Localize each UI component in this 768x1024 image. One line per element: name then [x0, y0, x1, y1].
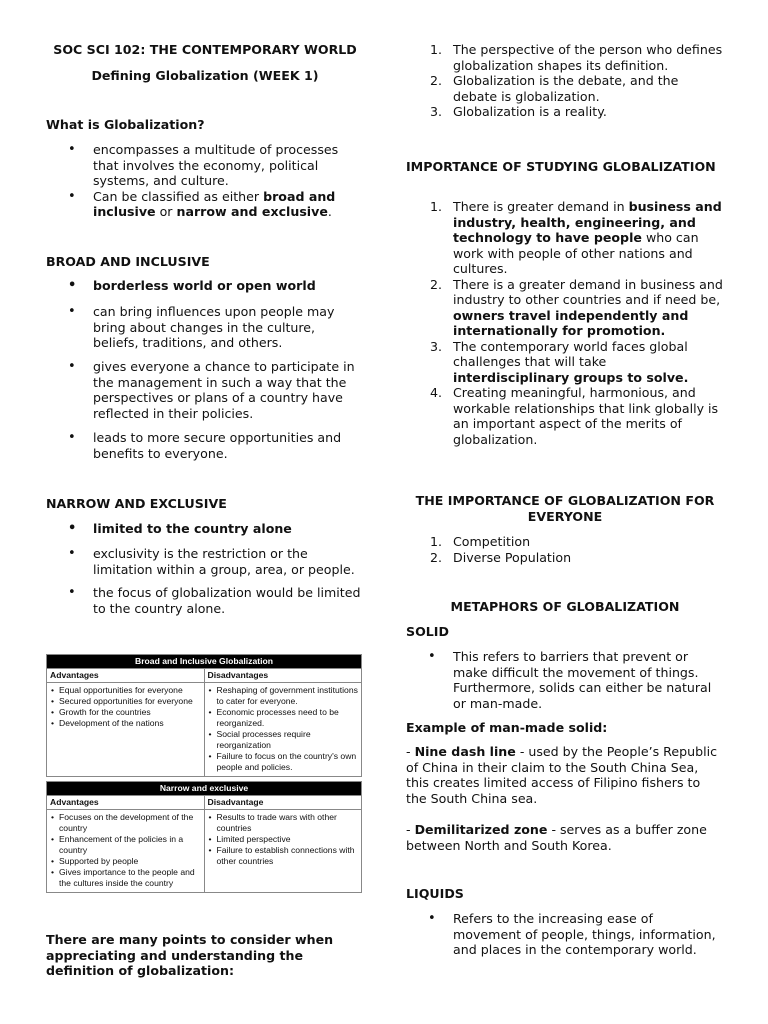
list-item: • exclusivity is the restriction or the limitation within a group, area, or people.: [46, 546, 364, 577]
table-row: [47, 810, 361, 892]
list-item: 1. There is greater demand in business and industry, health, engineering, and technology to have people who can work with people of other nations and cultures.: [430, 199, 722, 276]
list-item: • the focus of globalization would be limited to the country alone.: [46, 585, 364, 616]
table-header: [47, 668, 361, 683]
table-title: Broad and Inclusive Globalization: [47, 655, 361, 668]
list-item: • Failure to establish connections with other countries: [208, 845, 359, 867]
solid-list: [406, 649, 724, 711]
everyone-heading: THE IMPORTANCE OF GLOBALIZATION FOR EVERYONE: [415, 493, 715, 524]
broad-list: [46, 278, 364, 294]
table-title: Narrow and exclusive: [47, 782, 361, 795]
list-item: 2. Globalization is the debate, and the debate is globalization.: [430, 73, 679, 104]
list-item: 1. The perspective of the person who defines globalization shapes its definition.: [430, 42, 723, 73]
closing-paragraph: There are many points to consider when appreciating and understanding the definition of globalization:: [46, 932, 334, 978]
list-item: • Limited perspective: [208, 834, 359, 845]
dmz-paragraph: - Demilitarized zone - serves as a buffer zone between North and South Korea.: [406, 822, 707, 853]
list-item: 2. There is a greater demand in business and industry to other countries and if need be, owners travel independently and internationally for promotion.: [430, 276, 723, 338]
list-item: • Growth for the countries: [50, 707, 201, 718]
table-row: [47, 683, 361, 776]
list-item: • Can be classified as either broad and inclusive or narrow and exclusive.: [46, 189, 364, 220]
list-item: • Refers to the increasing ease of movement of people, things, information, and places in the contemporary world.: [406, 911, 724, 958]
what-list: [46, 142, 364, 220]
nine-dash-paragraph: - Nine dash line - used by the People’s Republic of China in their claim to the South China Sea, this creates limited access of Filipino fishers to the South China sea.: [406, 744, 718, 806]
metaphors-heading: METAPHORS OF GLOBALIZATION: [450, 599, 680, 614]
list-item: • Supported by people: [50, 856, 201, 867]
page-subtitle: Defining Globalization (WEEK 1): [91, 68, 319, 83]
narrow-heading: NARROW AND EXCLUSIVE: [46, 496, 227, 511]
list-item: • can bring influences upon people may bring about changes in the culture, beliefs, traditions, and others.: [46, 304, 364, 351]
example-heading: Example of man-made solid:: [406, 720, 608, 735]
list-item: • encompasses a multitude of processes that involves the economy, political systems, and culture.: [46, 142, 364, 189]
column-header: Disadvantages: [207, 670, 269, 680]
list-item: 4. Creating meaningful, harmonious, and workable relationships that link globally is an important aspect of the merits of globalization.: [430, 385, 719, 447]
list-item: 3. Globalization is a reality.: [430, 104, 607, 119]
list-item: • leads to more secure opportunities and benefits to everyone.: [46, 430, 364, 461]
list-item: • Development of the nations: [50, 718, 201, 729]
importance-list: [406, 199, 724, 447]
course-title: SOC SCI 102: THE CONTEMPORARY WORLD: [53, 42, 357, 57]
list-item: • Economic processes need to be reorganized.: [208, 707, 359, 729]
broad-list: [46, 304, 364, 351]
list-item: • gives everyone a chance to participate in the management in such a way that the perspectives or plans of a country have reflected in their policies.: [46, 359, 364, 421]
list-item: • Focuses on the development of the country: [50, 812, 201, 834]
list-item: • limited to the country alone: [46, 521, 364, 537]
list-item: • Gives importance to the people and the cultures inside the country: [50, 867, 201, 889]
table-cell: [205, 810, 362, 892]
narrow-exclusive-table: [46, 781, 362, 893]
list-item: • Secured opportunities for everyone: [50, 696, 201, 707]
broad-heading: BROAD AND INCLUSIVE: [46, 254, 210, 269]
solid-heading: SOLID: [406, 624, 449, 639]
list-item: • Failure to focus on the country's own people and policies.: [208, 751, 359, 773]
table-cell: [47, 683, 205, 776]
column-header: Advantages: [47, 669, 205, 682]
list-item: • Enhancement of the policies in a country: [50, 834, 201, 856]
importance-heading: IMPORTANCE OF STUDYING GLOBALIZATION: [406, 159, 716, 174]
broad-list: [46, 430, 364, 461]
table-header: [47, 795, 361, 810]
broad-list: [46, 359, 364, 421]
table-cell: [205, 683, 362, 776]
list-item: 1. Competition: [430, 534, 531, 549]
list-item: • This refers to barriers that prevent or make difficult the movement of things. Furthermore, solids can either be natural or man-made.: [406, 649, 724, 711]
list-item: • Equal opportunities for everyone: [50, 685, 201, 696]
narrow-list: [46, 585, 364, 616]
everyone-list: [406, 534, 724, 565]
liquids-list: [406, 911, 724, 958]
narrow-list: [46, 546, 364, 577]
liquids-heading: LIQUIDS: [406, 886, 464, 901]
list-item: • borderless world or open world: [46, 278, 364, 294]
points-list: [406, 42, 724, 120]
column-header: Disadvantage: [207, 797, 264, 807]
list-item: • Social processes require reorganization: [208, 729, 359, 751]
list-item: • Results to trade wars with other countries: [208, 812, 359, 834]
narrow-list: [46, 521, 364, 537]
list-item: • Reshaping of government institutions to cater for everyone.: [208, 685, 359, 707]
list-item: 3. The contemporary world faces global challenges that will take interdisciplinary groups to solve.: [430, 338, 689, 385]
what-heading: What is Globalization?: [46, 117, 205, 132]
table-cell: [47, 810, 205, 892]
list-item: 2. Diverse Population: [430, 549, 572, 565]
column-header: Advantages: [47, 796, 205, 809]
broad-inclusive-table: [46, 654, 362, 777]
